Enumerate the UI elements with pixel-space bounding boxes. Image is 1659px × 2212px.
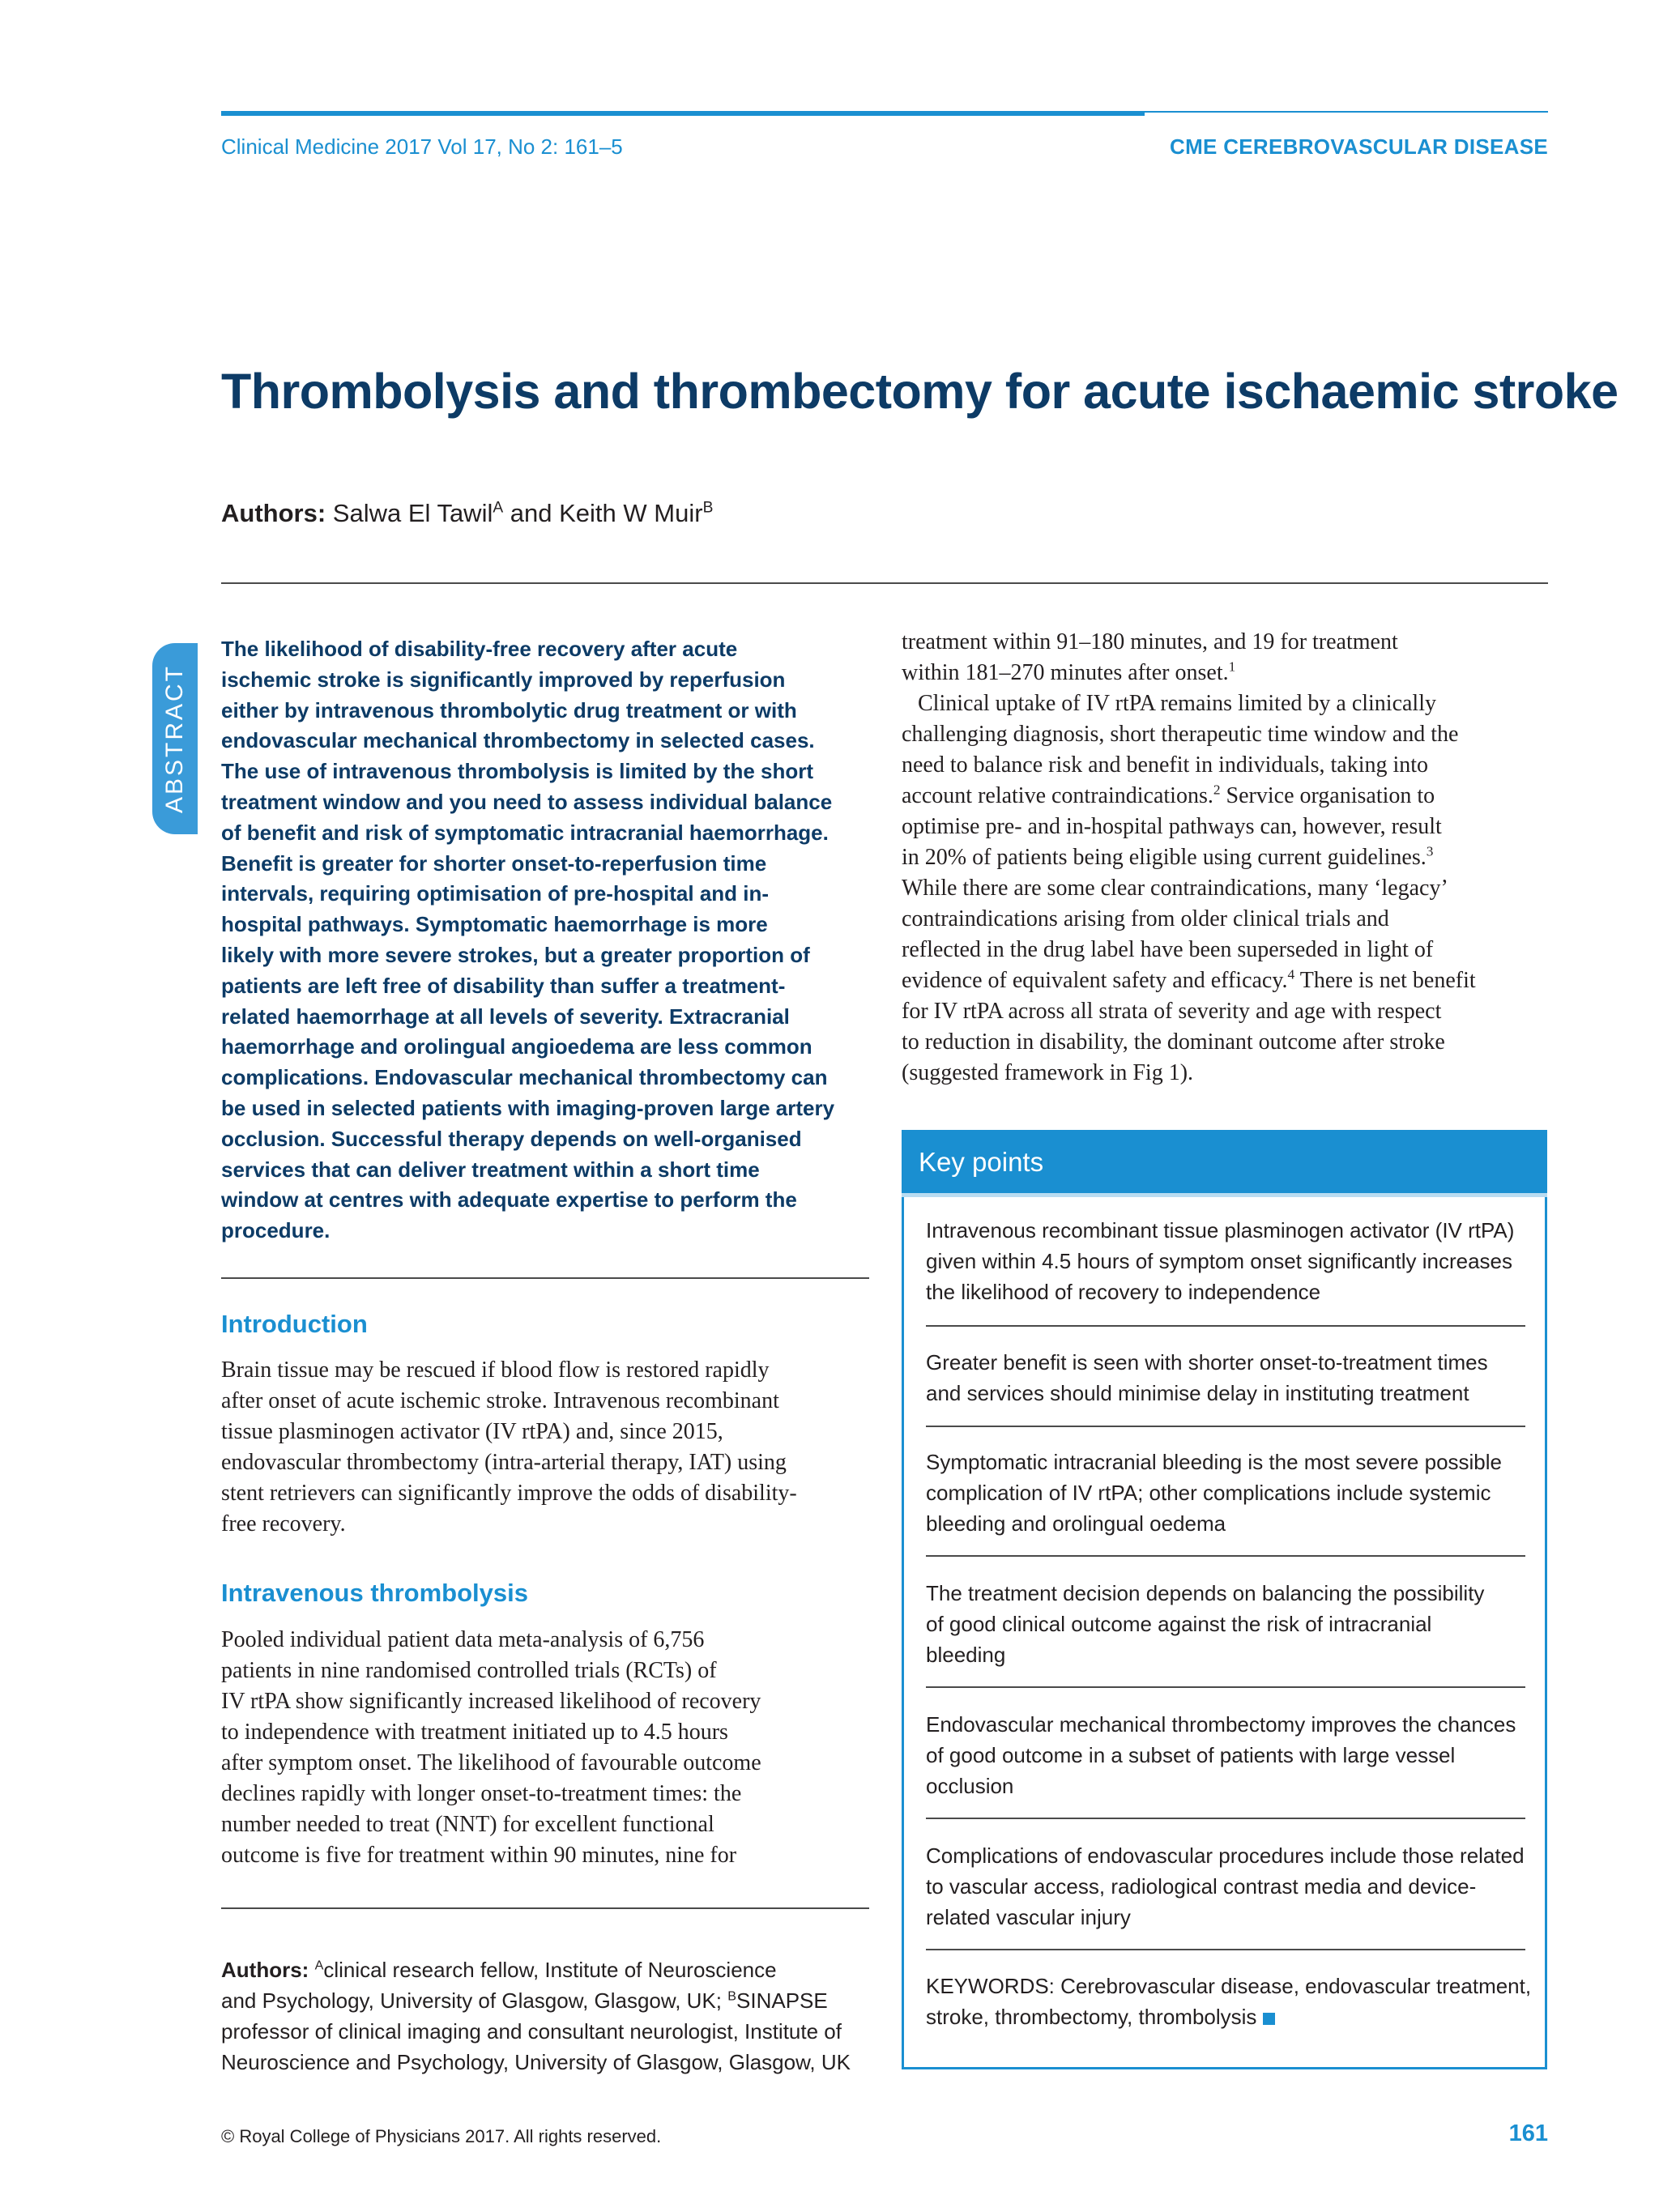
- copyright: © Royal College of Physicians 2017. All rights reserved.: [221, 2126, 662, 2146]
- abstract-line: Benefit is greater for shorter onset-to-reperfusion time: [221, 850, 767, 876]
- keywords-line: stroke, thrombectomy, thrombolysis: [926, 2001, 1525, 2032]
- key-point-divider: [926, 1818, 1525, 1819]
- key-point-line: Intravenous recombinant tissue plasminogen activator (IV rtPA): [926, 1218, 1515, 1242]
- section-label: CME CEREBROVASCULAR DISEASE: [1170, 134, 1548, 159]
- journal-citation: Clinical Medicine 2017 Vol 17, No 2: 161–5: [221, 134, 623, 159]
- abstract-line: either by intravenous thrombolytic drug treatment or with: [221, 697, 797, 722]
- keywords: [926, 1971, 1532, 2032]
- abstract-line: complications. Endovascular mechanical thrombectomy can: [221, 1065, 828, 1090]
- introduction-text: [221, 1355, 869, 1540]
- key-point-line: Symptomatic intracranial bleeding is the most severe possible: [926, 1450, 1503, 1474]
- abstract-line: treatment window and you need to assess individual balance: [221, 789, 833, 814]
- author-1-sup: A: [493, 499, 504, 517]
- abstract-line: services that can deliver treatment within a short time: [221, 1157, 760, 1182]
- key-point-line: Greater benefit is seen with shorter onset-to-treatment times: [926, 1350, 1488, 1375]
- author-1: Salwa El Tawil: [332, 499, 493, 527]
- key-point-item: [926, 1578, 1525, 1670]
- abstract-line: intervals, requiring optimisation of pre-hospital and in-: [221, 881, 770, 906]
- key-point-line: complication of IV rtPA; other complications include systemic: [926, 1481, 1491, 1505]
- abstract-line: be used in selected patients with imaging-proven large artery: [221, 1095, 835, 1120]
- ref-2: 2: [1213, 782, 1221, 798]
- ivt-line: after symptom onset. The likelihood of favourable outcome: [221, 1750, 761, 1775]
- key-point-line: and services should minimise delay in instituting treatment: [926, 1381, 1469, 1405]
- key-points-header-shadow: [902, 1193, 1547, 1197]
- key-point-item: [926, 1447, 1525, 1539]
- key-point-divider: [926, 1426, 1525, 1427]
- key-point-line: of good clinical outcome against the risk of intracranial: [926, 1612, 1432, 1636]
- key-point-line: bleeding: [926, 1643, 1006, 1667]
- author-2: and Keith W Muir: [510, 499, 703, 527]
- divider-abstract: [221, 1277, 869, 1279]
- key-point-line: related vascular injury: [926, 1905, 1131, 1929]
- heading-intravenous-thrombolysis: Intravenous thrombolysis: [221, 1579, 528, 1607]
- ref-3: 3: [1426, 843, 1434, 859]
- abstract-line: hospital pathways. Symptomatic haemorrhage is more: [221, 912, 768, 937]
- key-point-line: the likelihood of recovery to independence: [926, 1280, 1321, 1304]
- introduction-line: free recovery.: [221, 1511, 346, 1536]
- introduction-line: stent retrievers can significantly improve the odds of disability-: [221, 1481, 797, 1506]
- abstract-line: procedure.: [221, 1218, 331, 1243]
- abstract-line: related haemorrhage at all levels of severity. Extracranial: [221, 1004, 790, 1029]
- key-point-line: given within 4.5 hours of symptom onset significantly increases: [926, 1249, 1513, 1273]
- abstract-line: haemorrhage and orolingual angioedema are less common: [221, 1034, 812, 1059]
- divider-top: [221, 582, 1548, 584]
- key-point-line: The treatment decision depends on balancing the possibility: [926, 1581, 1485, 1605]
- ivt-text: [221, 1625, 869, 1871]
- key-point-line: of good outcome in a subset of patients with large vessel: [926, 1743, 1456, 1767]
- author-2-sup: B: [702, 499, 714, 517]
- abstract-line: endovascular mechanical thrombectomy in selected cases.: [221, 728, 815, 753]
- key-point-item: [926, 1347, 1525, 1409]
- key-point-divider: [926, 1555, 1525, 1557]
- article-title: Thrombolysis and thrombectomy for acute ischaemic stroke: [221, 364, 1618, 419]
- key-point-item: [926, 1215, 1525, 1307]
- abstract-line: The use of intravenous thrombolysis is limited by the short: [221, 759, 814, 784]
- ivt-line: IV rtPA show significantly increased likelihood of recovery: [221, 1689, 761, 1714]
- right-column-text: treatment within 91–180 minutes, and 19 for treatment within 181–270 minutes after onset.$^1$ Clinical uptake of IV rtPA remains limited by a clinically challenging diagnosis, short therapeutic time window and the need to balance risk and benefit in individuals, taking into account relative contraindications.$^2$ Service organisation to optimise pre- and in-hospital pathways can, however, result in 20% of patients being eligible using current guidelines.$^3$ While there are some clear contraindications, many ‘legacy’ contraindications arising from older clinical trials and reflected in the drug label have been superseded in light of evidence of equivalent safety and efficacy.$^4$ There is net benefit for IV rtPA across all strata of severity and age with respect to reduction in disability, the dominant outcome after stroke (suggested framework in Fig 1).: [902, 629, 1476, 1085]
- abstract-line: of benefit and risk of symptomatic intracranial haemorrhage.: [221, 820, 829, 845]
- abstract-line: ischemic stroke is significantly improved by reperfusion: [221, 667, 786, 692]
- ivt-line: to independence with treatment initiated up to 4.5 hours: [221, 1720, 728, 1745]
- key-points-title: Key points: [919, 1147, 1044, 1177]
- introduction-line: after onset of acute ischemic stroke. Intravenous recombinant: [221, 1388, 779, 1413]
- introduction-line: endovascular thrombectomy (intra-arterial therapy, IAT) using: [221, 1450, 787, 1475]
- authors-label: Authors:: [221, 499, 326, 527]
- abstract-line: patients are left free of disability than suffer a treatment-: [221, 973, 786, 998]
- key-point-line: to vascular access, radiological contrast media and device-: [926, 1874, 1477, 1899]
- ivt-line: patients in nine randomised controlled trials (RCTs) of: [221, 1658, 717, 1683]
- ivt-line: number needed to treat (NNT) for excellent functional: [221, 1812, 714, 1837]
- key-point-line: occlusion: [926, 1774, 1014, 1798]
- page-number: 161: [1508, 2120, 1548, 2146]
- key-point-divider: [926, 1325, 1525, 1327]
- ref-1: 1: [1228, 658, 1236, 675]
- key-point-line: Endovascular mechanical thrombectomy improves the chances: [926, 1712, 1516, 1737]
- heading-introduction: Introduction: [221, 1310, 368, 1338]
- key-point-line: Complications of endovascular procedures include those related: [926, 1843, 1525, 1868]
- ref-4: 4: [1287, 966, 1295, 982]
- ivt-line: declines rapidly with longer onset-to-treatment times: the: [221, 1781, 742, 1806]
- header-bar-accent: [221, 111, 1145, 116]
- abstract-line: window at centres with adequate expertise to perform the: [221, 1187, 797, 1213]
- end-mark-square-icon: [1263, 2013, 1275, 2025]
- ivt-line: outcome is five for treatment within 90 minutes, nine for: [221, 1843, 737, 1868]
- abstract-line: likely with more severe strokes, but a greater proportion of: [221, 942, 810, 967]
- abstract-line: The likelihood of disability-free recovery after acute: [221, 637, 738, 661]
- author-affiliations: Authors: $^A$clinical research fellow, Institute of Neuroscience and Psychology, University of Glasgow, Glasgow, UK; $^B$SINAPSE professor of clinical imaging and consultant neurologist, Institute of Neuroscience and Psychology, University of Glasgow, Glasgow, UK: [221, 1958, 851, 2074]
- key-point-divider: [926, 1949, 1525, 1950]
- key-point-item: [926, 1709, 1525, 1801]
- key-point-line: bleeding and orolingual oedema: [926, 1511, 1226, 1536]
- key-point-item: [926, 1840, 1525, 1933]
- keywords-line: KEYWORDS: Cerebrovascular disease, endovascular treatment,: [926, 1974, 1532, 1998]
- introduction-line: tissue plasminogen activator (IV rtPA) and, since 2015,: [221, 1419, 723, 1444]
- authors-line: [221, 499, 713, 528]
- abstract-text: [221, 634, 869, 1247]
- divider-affiliations: [221, 1907, 869, 1909]
- ivt-line: Pooled individual patient data meta-analysis of 6,756: [221, 1627, 705, 1652]
- key-point-divider: [926, 1686, 1525, 1688]
- affiliations-label: Authors:: [221, 1958, 309, 1982]
- abstract-tab-label: ABSTRACT: [161, 663, 188, 814]
- introduction-line: Brain tissue may be rescued if blood flow is restored rapidly: [221, 1357, 770, 1383]
- abstract-line: occlusion. Successful therapy depends on well-organised: [221, 1126, 802, 1151]
- header-bar-thin: [1145, 111, 1548, 113]
